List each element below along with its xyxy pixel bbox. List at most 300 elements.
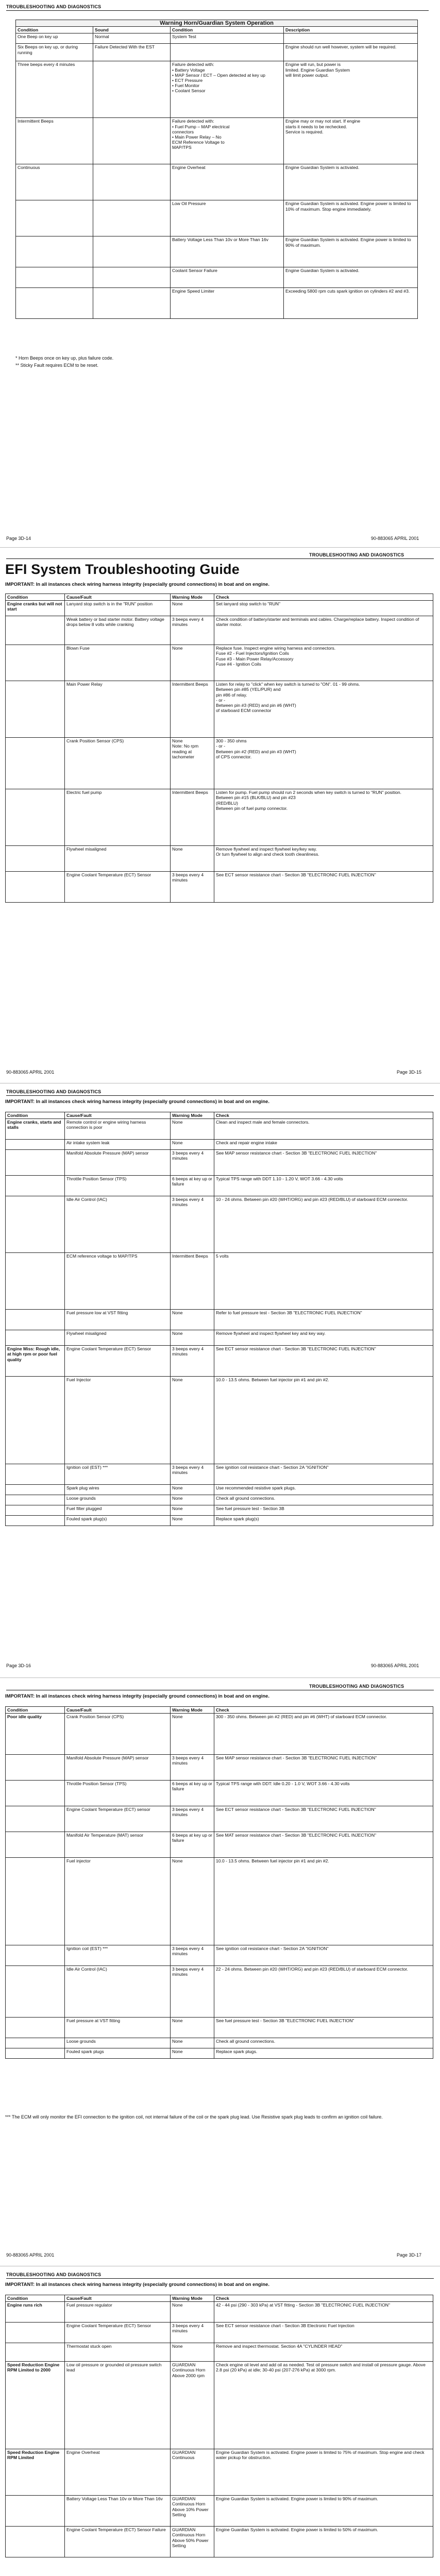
cell (6, 2496, 65, 2527)
cell (6, 1196, 65, 1253)
header-check: Check (214, 1112, 433, 1119)
cell: Intermittent Beeps (16, 118, 93, 164)
cell: GUARDIAN Continuous Horn Above 50% Power Setting (171, 2527, 214, 2557)
table-row (16, 33, 418, 44)
cell: Ignition coil (EST) *** (65, 1945, 171, 1966)
cell-line: ECM Reference Voltage to (172, 140, 225, 145)
important-note: IMPORTANT: In all instances check wiring harness integrity (especially ground connections) in boat and on engine. (5, 1098, 269, 1104)
header-warning-mode: Warning Mode (171, 594, 214, 601)
cell (93, 288, 171, 319)
header-condition: Condition (6, 594, 65, 601)
cell-line: Service is required. (285, 129, 324, 134)
cell: Lanyard stop switch is in the "RUN" position (65, 601, 171, 616)
running-head: TROUBLESHOOTING AND DIAGNOSTICS (6, 4, 101, 9)
cell: 6 beeps at key up or failure (171, 1832, 214, 1858)
cell: Crank Position Sensor (CPS) (65, 1714, 171, 1755)
page-footer-left: 90-883065 APRIL 2001 (6, 2252, 55, 2258)
cell (93, 200, 171, 236)
cell-line: Between pin #2 (RED) and pin #3 (WHT) (216, 749, 296, 754)
cell: Use recommended resistive spark plugs. (214, 1485, 433, 1495)
header-condition-2: Condition (171, 27, 284, 33)
cell (6, 2048, 65, 2059)
cell: 10.0 - 13.5 ohms. Between fuel injector pin #1 and pin #2. (214, 1377, 433, 1464)
cell-line: of CPS connector. (216, 754, 252, 759)
cell: Failure Detected With the EST (93, 44, 171, 61)
running-head-rule (6, 1095, 434, 1096)
cell: None (171, 1330, 214, 1346)
table-row (6, 1346, 433, 1377)
cell: 300 - 350 ohms. Between pin #2 (RED) and pin #6 (WHT) of starboard ECM connector. (214, 1714, 433, 1755)
cell: 22 - 24 ohms. Between pin #20 (WHT/ORG) and pin #23 (RED/BLU) of starboard ECM connector. (214, 1966, 433, 2018)
cell (6, 1806, 65, 1832)
table-row (16, 164, 418, 200)
table-row (6, 2362, 433, 2449)
cell: Engine Coolant Temperature (ECT) Sensor Failure (65, 2527, 171, 2557)
header-cause: Cause/Fault (65, 594, 171, 601)
cell (6, 789, 65, 846)
cell: None (171, 1516, 214, 1526)
header-cause: Cause/Fault (65, 2295, 171, 2302)
cell: See MAT sensor resistance chart - Section 3B "ELECTRONIC FUEL INJECTION" (214, 1832, 433, 1858)
cell: None (171, 2343, 214, 2362)
cell: 3 beeps every 4 minutes (171, 1346, 214, 1377)
cell: None (171, 1119, 214, 1140)
header-sound: Sound (93, 27, 171, 33)
cell (214, 789, 433, 846)
page-4 (0, 1682, 440, 2264)
table-row (6, 1119, 433, 1140)
cell (6, 1310, 65, 1330)
cell: Engine Coolant Temperature (ECT) Sensor (65, 1346, 171, 1377)
cell: See MAP sensor resistance chart - Section 3B "ELECTRONIC FUEL INJECTION" (214, 1150, 433, 1176)
cell: Intermittent Beeps (171, 1253, 214, 1310)
table-row (6, 2018, 433, 2038)
cell (284, 118, 418, 164)
cell-line: • MAP Sensor / ECT – Open detected at key up (172, 72, 265, 78)
cell: Set lanyard stop switch to "RUN" (214, 601, 433, 616)
cell (6, 1505, 65, 1516)
page-footer-left: 90-883065 APRIL 2001 (6, 1070, 55, 1075)
cell: Intermittent Beeps (171, 789, 214, 846)
cell: Low oil pressure or grounded oil pressure switch lead (65, 2362, 171, 2449)
cell-line: Failure detected with: (172, 118, 214, 124)
cell (6, 1377, 65, 1464)
cell (214, 738, 433, 789)
footnote: ** Sticky Fault requires ECM to be reset. (15, 363, 99, 368)
cell: None (171, 2302, 214, 2323)
header-check: Check (214, 594, 433, 601)
cell: None (171, 846, 214, 872)
cell: Coolant Sensor Failure (171, 267, 284, 288)
cell: ECM reference voltage to MAP/TPS (65, 1253, 171, 1310)
header-cause: Cause/Fault (65, 1112, 171, 1119)
cell: 6 beeps at key up or failure (171, 1781, 214, 1806)
cell: Engine Overheat (65, 2449, 171, 2496)
cell: Poor idle quality (6, 1714, 65, 1755)
table-row (6, 1150, 433, 1176)
cell (171, 118, 284, 164)
cell: Remove and inspect thermostat. Section 4A "CYLINDER HEAD" (214, 2343, 433, 2362)
cell: Speed Reduction Engine RPM Limited to 2000 (6, 2362, 65, 2449)
cell: Engine Miss: Rough idle, at high rpm or poor fuel quality (6, 1346, 65, 1377)
cell: See MAP sensor resistance chart - Section 3B "ELECTRONIC FUEL INJECTION" (214, 1755, 433, 1781)
cell: Engine Guardian System is activated. Engine power is limited to 50% of maximum. (214, 2527, 433, 2557)
cell (93, 164, 171, 200)
cell: Idle Air Control (IAC) (65, 1196, 171, 1253)
cell (16, 288, 93, 319)
table-row (6, 1806, 433, 1832)
cell: See ECT sensor resistance chart - Section 3B "ELECTRONIC FUEL INJECTION" (214, 1806, 433, 1832)
table-row (6, 1755, 433, 1781)
cell: 3 beeps every 4 minutes (171, 1196, 214, 1253)
cell: Engine Guardian System is activated. Engine power is limited to 75% of maximum. Stop engine and check water pickup for obstruction. (214, 2449, 433, 2496)
cell: Engine Speed Limiter (171, 288, 284, 319)
cell-line: will limit power output. (285, 72, 329, 78)
cell-line: starts it needs to be rechecked. (285, 124, 347, 129)
header-condition: Condition (6, 1707, 65, 1714)
cell: Spark plug wires (65, 1485, 171, 1495)
cell: Engine Coolant Temperature (ECT) Sensor (65, 872, 171, 903)
table-row (6, 2038, 433, 2048)
running-head-rule (6, 558, 434, 559)
header-description: Description (284, 27, 418, 33)
cell-line: 300 - 350 ohms (216, 738, 247, 744)
cell-line: (RED/BLU) (216, 800, 238, 806)
cell: Low Oil Pressure (171, 200, 284, 236)
cell: None (171, 1310, 214, 1330)
cell: GUARDIAN Continuous Horn Above 10% Power Setting (171, 2496, 214, 2527)
cell (6, 1966, 65, 2018)
cell: Normal (93, 33, 171, 44)
cell-line: • Fuel Pump – MAP electrical (172, 124, 230, 129)
running-head-rule (6, 10, 429, 11)
cell (93, 61, 171, 118)
cell-line: Between pin #85 (YEL/PUR) and (216, 687, 281, 692)
table-row (6, 1140, 433, 1150)
cell (6, 738, 65, 789)
cell: Battery Voltage Less Than 10v or More Than 16v (65, 2496, 171, 2527)
cell (16, 267, 93, 288)
cell: GUARDIAN Continuous Horn Above 2000 rpm (171, 2362, 214, 2449)
cell (6, 2527, 65, 2557)
table-row (6, 1464, 433, 1485)
header-warning-mode: Warning Mode (171, 1707, 214, 1714)
table-row (6, 2302, 433, 2323)
cell (6, 1945, 65, 1966)
cell: Fuel pressure at VST fitting (65, 2018, 171, 2038)
cell (93, 236, 171, 267)
cell: None (171, 2048, 214, 2059)
cell: Crank Position Sensor (CPS) (65, 738, 171, 789)
cell (16, 200, 93, 236)
running-head: TROUBLESHOOTING AND DIAGNOSTICS (6, 1089, 101, 1094)
cell: Battery Voltage Less Than 10v or More Than 16v (171, 236, 284, 267)
cell: Fuel pressure low at VST fitting (65, 1310, 171, 1330)
cell: 3 beeps every 4 minutes (171, 2323, 214, 2343)
cell (6, 616, 65, 645)
page-divider (0, 1677, 440, 1678)
cell: None (171, 1140, 214, 1150)
table-row (6, 616, 433, 645)
header-warning-mode: Warning Mode (171, 2295, 214, 2302)
cell-line: Between pin #3 (RED) and pin #6 (WHT) (216, 703, 296, 708)
table-row (6, 645, 433, 681)
header-check: Check (214, 1707, 433, 1714)
table-row (6, 1781, 433, 1806)
cell (214, 681, 433, 738)
cell (6, 1755, 65, 1781)
cell: 3 beeps every 4 minutes (171, 1966, 214, 2018)
cell (93, 118, 171, 164)
table-row (6, 1945, 433, 1966)
table-title: Warning Horn/Guardian System Operation (16, 20, 418, 27)
cell (6, 1464, 65, 1485)
cell: Remote control or engine wiring harness connection is poor (65, 1119, 171, 1140)
cell: Fuel pressure regulator (65, 2302, 171, 2323)
page-footer-right: Page 3D-17 (397, 2252, 422, 2258)
cell: Engine Overheat (171, 164, 284, 200)
table-row (6, 1832, 433, 1858)
table-row (6, 846, 433, 872)
cell-line: Fuse #3 - Main Power Relay/Accessory (216, 656, 294, 662)
cell: Loose grounds (65, 1495, 171, 1505)
cell (6, 2323, 65, 2343)
cell (6, 1150, 65, 1176)
header-condition: Condition (6, 2295, 65, 2302)
cell (6, 1858, 65, 1945)
cell: Check all ground connections. (214, 1495, 433, 1505)
cell: 42 - 44 psi (290 - 303 kPa) at VST fitting - Section 3B "ELECTRONIC FUEL INJECTION" (214, 2302, 433, 2323)
cell-line: • Battery Voltage (172, 67, 205, 73)
table-row (16, 118, 418, 164)
table-row (16, 267, 418, 288)
cell (214, 645, 433, 681)
table-row (6, 1966, 433, 2018)
cell: Engine cranks, starts and stalls (6, 1119, 65, 1140)
cell: Clean and inspect male and female connectors. (214, 1119, 433, 1140)
page-footer-left: Page 3D-14 (6, 536, 31, 541)
cell-line: Engine may or may not start. If engine (285, 118, 361, 124)
page-2 (0, 550, 440, 1081)
table-row (6, 2048, 433, 2059)
table-row (6, 1485, 433, 1495)
cell: Engine cranks but will not start (6, 601, 65, 616)
table-row (6, 1714, 433, 1755)
cell: Loose grounds (65, 2038, 171, 2048)
cell: None (171, 601, 214, 616)
cell: Six Beeps on key up, or during running (16, 44, 93, 61)
cell: One Beep on key up (16, 33, 93, 44)
table-row (6, 2343, 433, 2362)
cell: Check engine oil level and add oil as needed. Test oil pressure switch and install oil pressure gauge. Above 2.8 psi (20 kPa) at idle; 30-40 psi (207-276 kPa) at 3000 rpm. (214, 2362, 433, 2449)
cell-line: connectors (172, 129, 194, 134)
cell: Manifold Absolute Pressure (MAP) sensor (65, 1150, 171, 1176)
cell: Throttle Position Sensor (TPS) (65, 1176, 171, 1196)
cell: 3 beeps every 4 minutes (171, 616, 214, 645)
cell: Engine Guardian System is activated. (284, 267, 418, 288)
cell: See fuel pressure test - Section 3B "ELECTRONIC FUEL INJECTION" (214, 2018, 433, 2038)
cell: See fuel pressure test - Section 3B (214, 1505, 433, 1516)
table-row (6, 2323, 433, 2343)
cell (6, 1516, 65, 1526)
cell: Weak battery or bad starter motor. Battery voltage drops below 8 volts while cranking (65, 616, 171, 645)
cell: None (171, 645, 214, 681)
cell: GUARDIAN Continuous (171, 2449, 214, 2496)
troubleshooting-table (5, 594, 433, 903)
page-footer-right: 90-883065 APRIL 2001 (371, 536, 419, 541)
cell: Check all ground connections. (214, 2038, 433, 2048)
table-row (6, 601, 433, 616)
cell-line: of starboard ECM connector (216, 708, 272, 714)
page-1 (0, 0, 440, 546)
cell-line: Listen for pump. Fuel pump should run 2 seconds when key switch is turned to "RUN" position. (216, 790, 402, 795)
table-row (6, 872, 433, 903)
cell: 3 beeps every 4 minutes (171, 1755, 214, 1781)
cell (6, 1253, 65, 1310)
cell-line: limited. Engine Guardian System (285, 67, 350, 73)
cell-line: • Main Power Relay – No (172, 134, 222, 140)
header-cause: Cause/Fault (65, 1707, 171, 1714)
cell: Replace spark plugs. (214, 2048, 433, 2059)
cell: Engine Guardian System is activated. Engine power is limited to 10% of maximum. Stop engine immediately. (284, 200, 418, 236)
cell: Air intake system leak (65, 1140, 171, 1150)
cell-line: Failure detected with: (172, 62, 214, 67)
cell (93, 267, 171, 288)
cell: Flywheel misaligned (65, 1330, 171, 1346)
table-row (16, 200, 418, 236)
troubleshooting-table (5, 1112, 433, 1526)
header-check: Check (214, 2295, 433, 2302)
cell: 3 beeps every 4 minutes (171, 1806, 214, 1832)
cell-line: Replace fuse. Inspect engine wiring harness and connectors. (216, 646, 336, 651)
page-title: EFI System Troubleshooting Guide (5, 562, 240, 577)
cell: 3 beeps every 4 minutes (171, 1464, 214, 1485)
cell: Main Power Relay (65, 681, 171, 738)
table-row (6, 1253, 433, 1310)
table-row (6, 1196, 433, 1253)
cell: Fuel filter plugged (65, 1505, 171, 1516)
cell: 3 beeps every 4 minutes (171, 1945, 214, 1966)
header-warning-mode: Warning Mode (171, 1112, 214, 1119)
cell: Electric fuel pump (65, 789, 171, 846)
running-head: TROUBLESHOOTING AND DIAGNOSTICS (309, 552, 404, 557)
page-footer-right: Page 3D-15 (397, 1070, 422, 1075)
header-condition: Condition (16, 27, 93, 33)
cell: Blown Fuse (65, 645, 171, 681)
cell: None Note: No rpm reading at tachometer (171, 738, 214, 789)
table-row (6, 1176, 433, 1196)
cell: Check and repair engine intake (214, 1140, 433, 1150)
cell-line: Between pin of fuel pump connector. (216, 805, 288, 811)
cell (6, 846, 65, 872)
cell: Throttle Position Sensor (TPS) (65, 1781, 171, 1806)
cell: Fouled spark plug(s) (65, 1516, 171, 1526)
cell-line: Fuse #4 - Ignition Coils (216, 661, 261, 667)
cell (6, 872, 65, 903)
cell (6, 1781, 65, 1806)
cell: Idle Air Control (IAC) (65, 1966, 171, 2018)
cell: Engine Guardian System is activated. Engine power is limited to 90% of maximum. (284, 236, 418, 267)
troubleshooting-table (5, 1706, 433, 2059)
table-row (16, 236, 418, 267)
cell: Speed Reduction Engine RPM Limited (6, 2449, 65, 2496)
cell-line: Or turn flywheel to align and check tooth cleanliness. (216, 852, 319, 857)
cell (171, 61, 284, 118)
page-divider (0, 547, 440, 548)
cell (6, 1495, 65, 1505)
running-head: TROUBLESHOOTING AND DIAGNOSTICS (309, 1684, 404, 1689)
cell (171, 44, 284, 61)
important-note: IMPORTANT: In all instances check wiring harness integrity (especially ground connections) in boat and on engine. (5, 1693, 269, 1699)
cell: Engine should run well however, system will be required. (284, 44, 418, 61)
table-row (6, 789, 433, 846)
cell: Thermostat stuck open (65, 2343, 171, 2362)
cell: 10.0 - 13.5 ohms. Between fuel injector pin #1 and pin #2. (214, 1858, 433, 1945)
cell: Engine Coolant Temperature (ECT) Sensor (65, 2323, 171, 2343)
page-3 (0, 1087, 440, 1674)
cell: 3 beeps every 4 minutes (171, 872, 214, 903)
cell: Ignition coil (EST) *** (65, 1464, 171, 1485)
cell (284, 61, 418, 118)
cell: None (171, 2018, 214, 2038)
page-footer-right: 90-883065 APRIL 2001 (371, 1663, 419, 1668)
cell: Engine runs rich (6, 2302, 65, 2323)
cell: None (171, 1505, 214, 1516)
cell-line: Remove flywheel and inspect flywheel key/key way. (216, 846, 317, 852)
table-row (6, 738, 433, 789)
table-row (16, 61, 418, 118)
cell (6, 1176, 65, 1196)
table-row (6, 1505, 433, 1516)
cell-line: pin #86 of relay. (216, 692, 247, 698)
table-row (6, 2449, 433, 2496)
cell (6, 645, 65, 681)
table-row (6, 2527, 433, 2557)
cell: Fuel Injector (65, 1377, 171, 1464)
table-row (6, 2496, 433, 2527)
cell (6, 2343, 65, 2362)
cell: Engine Guardian System is activated. (284, 164, 418, 200)
cell: Engine Coolant Temperature (ECT) sensor (65, 1806, 171, 1832)
cell (284, 33, 418, 44)
cell: None (171, 1377, 214, 1464)
cell: See ECT sensor resistance chart - Section 3B "ELECTRONIC FUEL INJECTION" (214, 872, 433, 903)
table-row (6, 1858, 433, 1945)
running-head-rule (6, 2278, 434, 2279)
cell: See ignition coil resistance chart - Section 2A "IGNITION" (214, 1464, 433, 1485)
table-row (6, 1516, 433, 1526)
cell: Exceeding 5800 rpm cuts spark ignition on cylinders #2 and #3. (284, 288, 418, 319)
cell: Three beeps every 4 minutes (16, 61, 93, 118)
header-condition: Condition (6, 1112, 65, 1119)
footnote: * Horn Beeps once on key up, plus failure code. (15, 355, 114, 361)
cell-line: Between pin #15 (BLK/BLU) and pin #23 (216, 795, 296, 801)
cell-line: - or - (216, 697, 226, 703)
page-5 (0, 2270, 440, 2576)
cell: 6 beeps at key up or failure (171, 1176, 214, 1196)
table-row (6, 681, 433, 738)
cell: See ECT sensor resistance chart - Section 3B "ELECTRONIC FUEL INJECTION" (214, 1346, 433, 1377)
table-row (6, 1310, 433, 1330)
troubleshooting-table (5, 2295, 433, 2557)
cell: Fuel injector (65, 1858, 171, 1945)
table-row (6, 1495, 433, 1505)
cell: None (171, 1495, 214, 1505)
cell: Remove flywheel and inspect flywheel key and key way. (214, 1330, 433, 1346)
cell: Typical TPS range with DDT: Idle 0.20 - 1.0 V, WOT 3.66 - 4.30 volts (214, 1781, 433, 1806)
cell: Manifold Air Temperature (MAT) sensor (65, 1832, 171, 1858)
cell (6, 1330, 65, 1346)
